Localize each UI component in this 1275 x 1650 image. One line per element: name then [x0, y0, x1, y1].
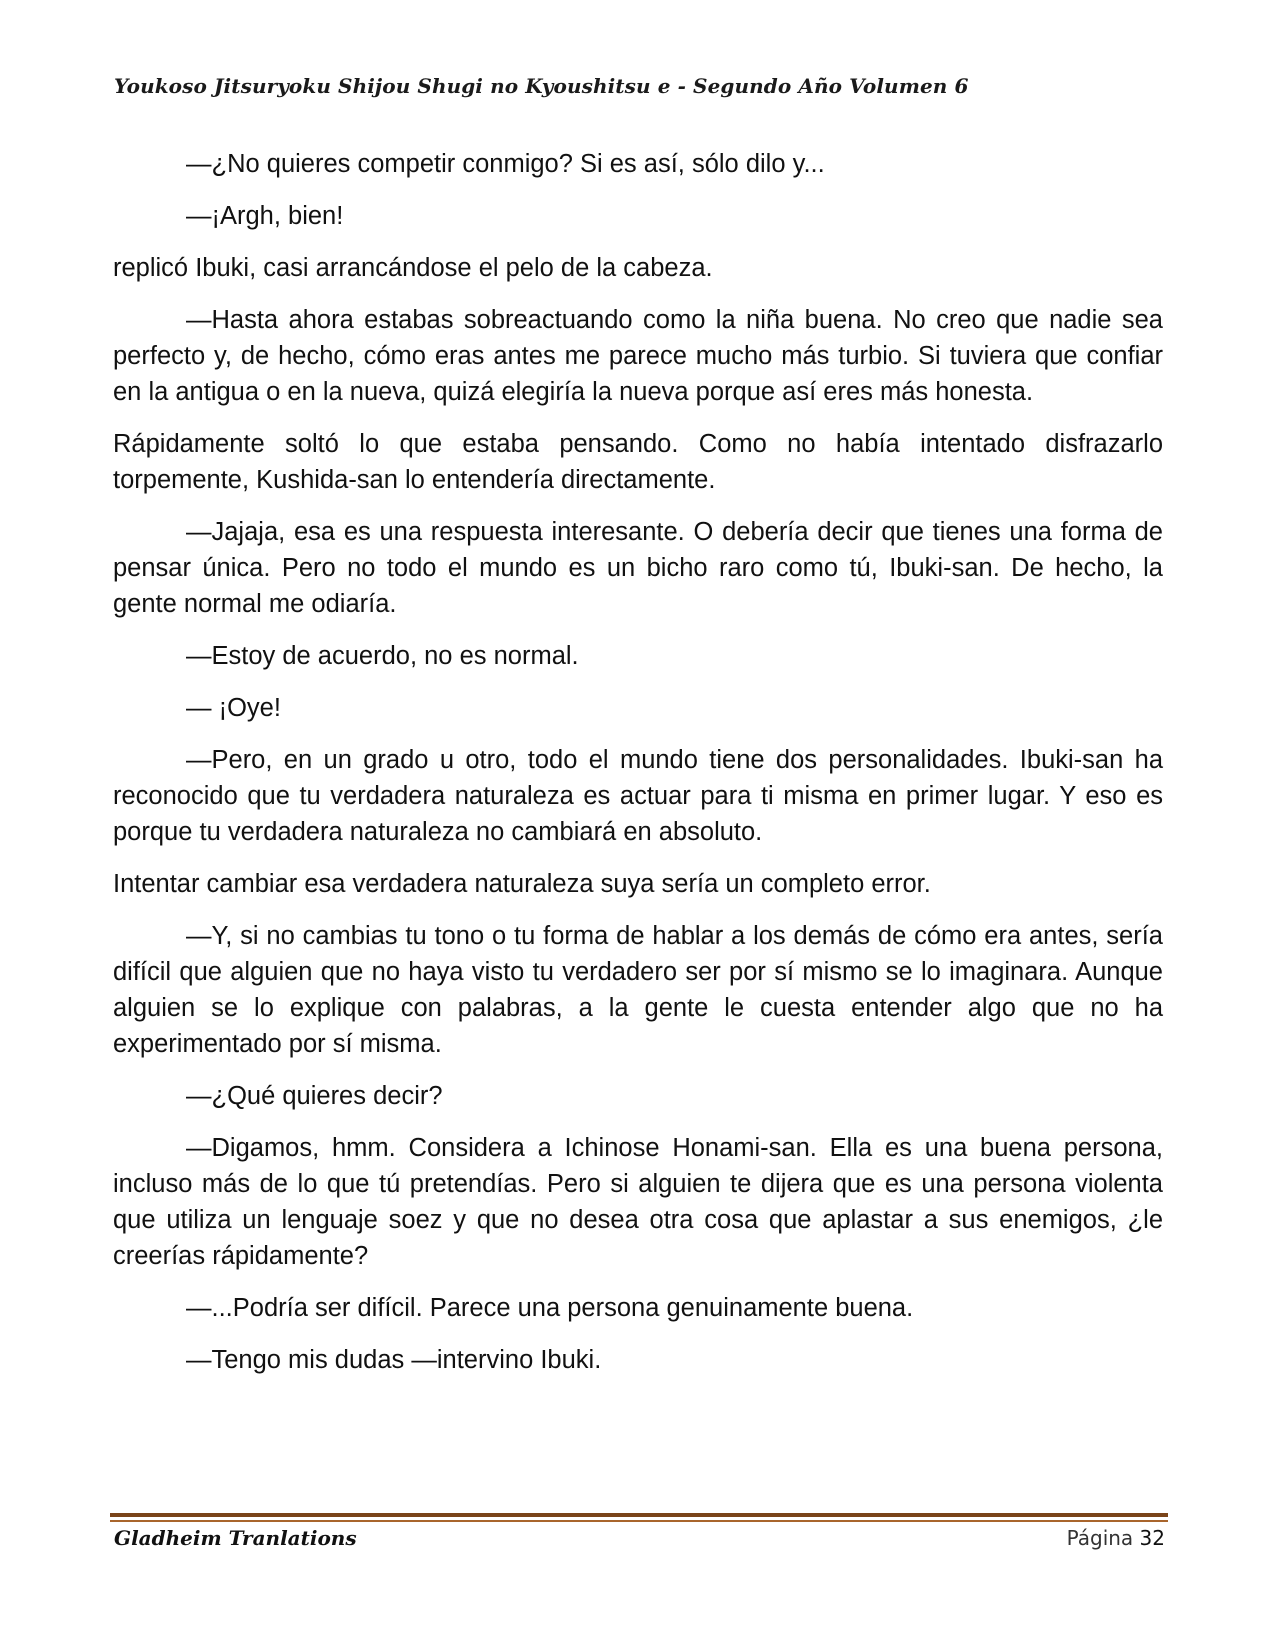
paragraph: —...Podría ser difícil. Parece una persona genuinamente buena.	[186, 1294, 914, 1322]
paragraph: —Y, si no cambias tu tono o tu forma de hablar a los demás de cómo era antes, sería difícil que alguien que no haya visto tu verdadero ser por sí mismo se lo imaginara. Aunque alguien se lo explique con palabras, a la gente le cuesta entender algo que no ha experimentado por sí misma.	[113, 922, 1163, 1058]
paragraph: —¡Argh, bien!	[186, 202, 344, 230]
paragraph: —Tengo mis dudas —intervino Ibuki.	[186, 1346, 602, 1374]
footer-divider-thin	[110, 1520, 1168, 1522]
page-number	[1067, 1526, 1165, 1550]
page-label: Página	[1066, 1526, 1134, 1550]
paragraph: —Estoy de acuerdo, no es normal.	[186, 642, 579, 670]
paragraph: —Hasta ahora estabas sobreactuando como la niña buena. No creo que nadie sea perfecto y, de hecho, cómo eras antes me parece mucho más turbio. Si tuviera que confiar en la antigua o en la nueva, quizá elegiría la nueva porque así eres más honesta.	[113, 306, 1163, 406]
footer-credit: Gladheim Tranlations	[114, 1526, 357, 1550]
paragraph: —Digamos, hmm. Considera a Ichinose Honami-san. Ella es una buena persona, incluso más de lo que tú pretendías. Pero si alguien te dijera que es una persona violenta que utiliza un lenguaje soez y que no desea otra cosa que aplastar a sus enemigos, ¿le creerías rápidamente?	[113, 1134, 1163, 1270]
body-text	[113, 146, 1163, 1394]
running-header: Youkoso Jitsuryoku Shijou Shugi no Kyoushitsu e - Segundo Año Volumen 6	[114, 74, 969, 98]
paragraph: Rápidamente soltó lo que estaba pensando. Como no había intentado disfrazarlo torpemente, Kushida-san lo entendería directamente.	[113, 430, 1163, 494]
paragraph: —¿Qué quieres decir?	[186, 1082, 443, 1110]
paragraph: — ¡Oye!	[186, 694, 281, 722]
paragraph: —Jajaja, esa es una respuesta interesante. O debería decir que tienes una forma de pensar única. Pero no todo el mundo es un bicho raro como tú, Ibuki-san. De hecho, la gente normal me odiaría.	[113, 518, 1163, 618]
paragraph: Intentar cambiar esa verdadera naturaleza suya sería un completo error.	[113, 870, 931, 898]
page-number-value: 32	[1139, 1526, 1165, 1550]
paragraph: —Pero, en un grado u otro, todo el mundo tiene dos personalidades. Ibuki-san ha reconocido que tu verdadera naturaleza es actuar para ti misma en primer lugar. Y eso es porque tu verdadera naturaleza no cambiará en absoluto.	[113, 746, 1163, 846]
paragraph: replicó Ibuki, casi arrancándose el pelo de la cabeza.	[113, 254, 713, 282]
footer-divider	[110, 1513, 1168, 1517]
paragraph: —¿No quieres competir conmigo? Si es así, sólo dilo y...	[186, 150, 825, 178]
